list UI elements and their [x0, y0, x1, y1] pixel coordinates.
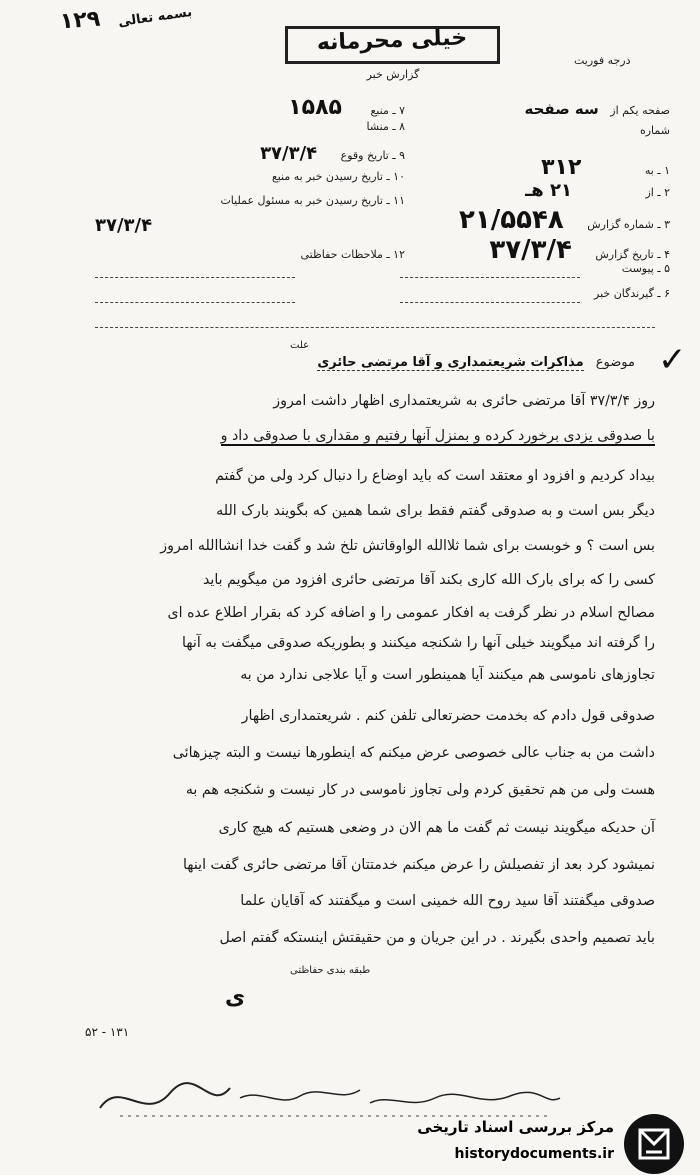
body-line: صدوقی میگفتند آقا سید روح الله خمینی است و میگفتند که آقایان علما: [240, 893, 655, 909]
field-label: ۹ ـ تاریخ وقوع: [340, 149, 405, 162]
body-line: تجاوزهای ناموسی هم میکنند آیا همینطور است و آیا علاجی ندارد من به: [240, 667, 655, 683]
body-line: داشت من به جناب عالی خصوصی عرض میکنم که اینطورها نیست و البته چیزهائی: [172, 745, 655, 761]
page-number: ۱۲۹: [59, 6, 102, 35]
field-value: ۱۵۸۵: [288, 95, 342, 120]
body-line: دیگر بس است و به صدوقی گفتم فقط برای شما همین که بگویند بارک الله: [216, 503, 655, 519]
field-report-number: [459, 205, 670, 235]
field-occurrence-date: [95, 143, 405, 164]
field-label: صفحه یکم از: [610, 104, 670, 117]
priority-label: درجه فوریت: [574, 54, 631, 67]
field-value: ۲۱ هـ: [525, 180, 572, 201]
field-source: [95, 95, 405, 120]
field-value: ۳۱۲: [541, 155, 582, 180]
separator: [400, 277, 580, 278]
page-label: بسمه تعالی: [117, 4, 194, 31]
body-line: نمیشود کرد بعد از تفصیلش را عرض میکنم خدمتتان آقا مرتضی حائری گفت اینها: [182, 857, 655, 873]
field-label: ۱۲ ـ ملاحظات حفاظتی: [300, 248, 405, 261]
archive-name: مرکز بررسی اسناد تاریخی: [417, 1118, 614, 1136]
field-page-of: [524, 100, 670, 118]
field-origin: [95, 120, 405, 133]
report-type-label: گزارش خبر: [366, 68, 420, 81]
operations-date-value: ۳۷/۳/۴: [95, 215, 153, 236]
field-recipients: [594, 287, 670, 300]
field-value: ۳۷/۳/۴: [260, 143, 318, 164]
signature-mark: ى: [225, 985, 246, 1010]
archive-url[interactable]: historydocuments.ir: [454, 1146, 614, 1162]
body-line: هست ولی من هم تحقیق کردم ولی تجاوز ناموسی در کار نیست و شکنجه هم به: [185, 782, 655, 798]
field-from: [525, 180, 670, 201]
body-line: بیداد کردیم و افزود او معتقد است که باید اوضاع را دنبال کرد ولی من گفتم: [215, 468, 655, 484]
field-label: شماره: [639, 124, 670, 137]
body-line: کسی را که برای بارک الله کاری بکند آقا مرتضی حائری افزود من میگویم باید: [202, 572, 655, 588]
body-line: [45, 428, 655, 444]
body-line: را گرفته اند میگویند خیلی آنها را شکنجه میکنند و بطوریکه صدوقی میگفت به آنها: [182, 635, 655, 651]
body-line: بس است ؟ و خوبست برای شما ثلاالله الواوقاتش تلخ شد و گفت خدا انشاالله امروز: [160, 538, 655, 554]
field-value: سه صفحه: [524, 100, 599, 118]
body-line: باید تصمیم واحدی بگیرند . در این جریان و من حقیقتش اینستکه گفتم اصل: [219, 930, 655, 946]
field-number: [640, 124, 670, 137]
field-operations-received-date: [85, 194, 405, 207]
subject-note: علت: [290, 340, 310, 351]
subject-text: مذاکرات شریعتمداری و آقا مرتضی حائری: [317, 355, 584, 370]
field-label: ۸ ـ منشا: [366, 120, 405, 133]
field-label: ۱ ـ به: [644, 164, 670, 177]
field-label: ۴ ـ تاریخ گزارش: [595, 248, 670, 261]
field-attachment: [622, 262, 670, 275]
separator: [400, 302, 580, 303]
field-label: ۵ ـ پیوست: [621, 262, 670, 275]
separator: [95, 302, 295, 303]
security-classification-label: طبقه بندی حفاظتی: [290, 965, 371, 976]
separator: [95, 327, 655, 328]
body-line: آن حدیکه میگویند نیست ثم گفت ما هم الان در وضعی هستیم که هیچ کاری: [218, 820, 655, 836]
field-security-notes: [95, 248, 405, 261]
archive-logo-icon: [622, 1112, 686, 1176]
field-report-date: [489, 235, 670, 265]
field-value: ۲۱/۵۵۴۸: [459, 205, 564, 235]
subject-label: موضوع: [595, 355, 635, 370]
subject-line: [250, 355, 635, 370]
field-to: [541, 155, 670, 180]
field-label: ۷ ـ منبع: [370, 104, 405, 117]
classification-stamp: خیلی محرمانه: [316, 25, 468, 56]
field-label: ۳ ـ شماره گزارش: [587, 218, 670, 231]
body-line: مصالح اسلام در نظر گرفت به افکار عمومی را و اضافه کرد که بقرار اطلاع عده ای: [167, 605, 655, 621]
checkmark-icon: ✓: [658, 340, 687, 380]
document-footer-number: ۵۲ - ۱۳۱: [85, 1025, 130, 1039]
field-label: ۱۰ ـ تاریخ رسیدن خبر به منبع: [271, 170, 405, 183]
body-line-text: با صدوقی یزدی برخورد کرده و بمنزل آنها رفتیم و مقداری با صدوقی داد و: [220, 428, 655, 444]
field-source-received-date: [95, 170, 405, 183]
field-label: ۱۱ ـ تاریخ رسیدن خبر به مسئول عملیات: [220, 194, 405, 207]
field-label: ۶ ـ گیرندگان خبر: [594, 287, 670, 300]
body-line: صدوقی قول دادم که بخدمت حضرتعالی تلفن کنم . شریعتمداری اظهار: [241, 708, 655, 724]
field-value: ۳۷/۳/۴: [489, 235, 572, 265]
field-label: ۲ ـ از: [645, 186, 670, 199]
separator: [95, 277, 295, 278]
body-line: روز ۳۷/۳/۴ آقا مرتضی حائری به شریعتمداری اظهار داشت امروز: [273, 393, 655, 409]
